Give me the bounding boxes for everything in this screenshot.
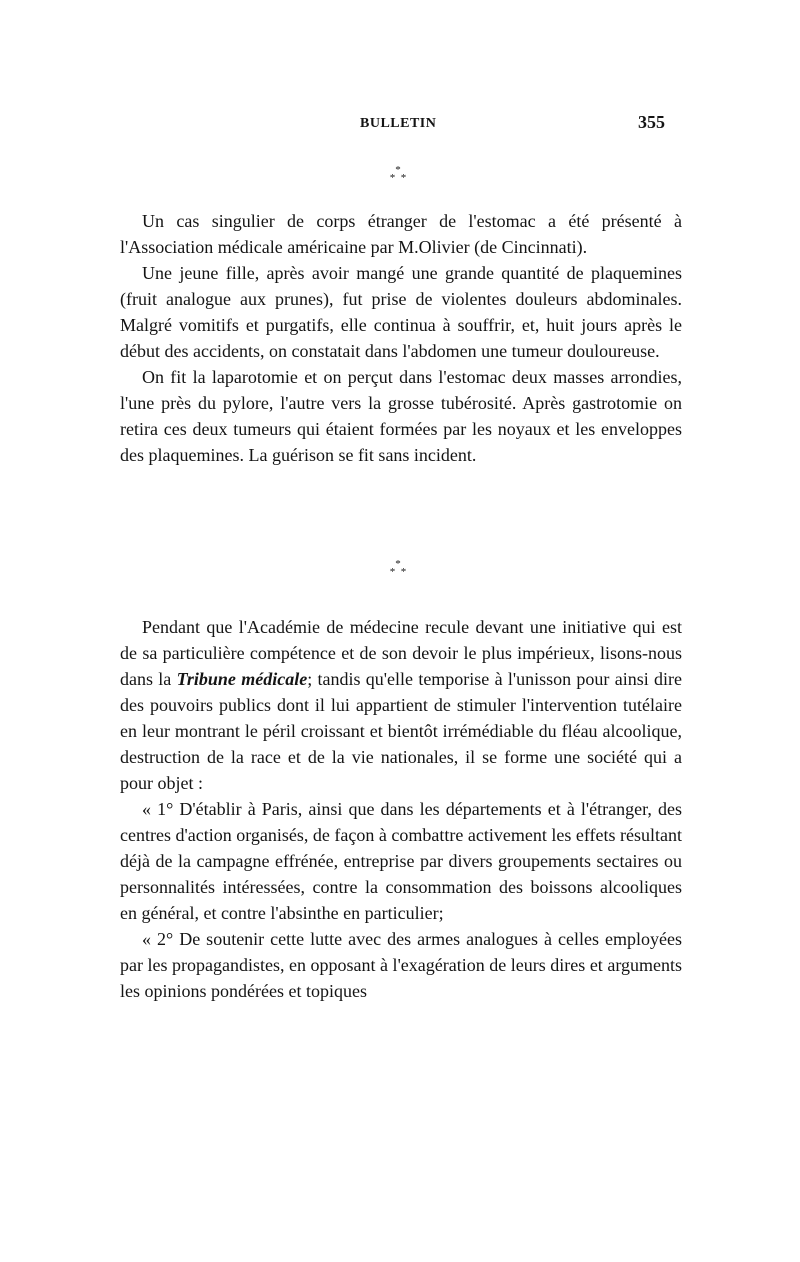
journal-title: Tribune médicale [176, 669, 308, 689]
section-foreign-body [120, 208, 682, 468]
paragraph: On fit la laparotomie et on perçut dans l'estomac deux masses arrondies, l'une près du pylore, l'autre vers la grosse tubérosité. Après gastrotomie on retira ces deux tumeurs qui étaient formées par les noyaux et les enveloppes des plaquemines. La guérison se fit sans incident. [120, 367, 682, 465]
paragraph: Une jeune fille, après avoir mangé une grande quantité de plaquemines (fruit analogue aux prunes), fut prise de violentes douleurs abdominales. Malgré vomitifs et purgatifs, elle continua à souffrir, et, huit jours après le début des accidents, on constatait dans l'abdomen une tumeur douloureuse. [120, 263, 682, 361]
paragraph: « 1° D'établir à Paris, ainsi que dans les départements et à l'étranger, des centres d'action organisés, de façon à combattre activement les effets résultant déjà de la campagne effrénée, entreprise par divers groupements sectaires ou personnalités intéressées, contre la consommation des boissons alcooliques en général, et contre l'absinthe en particulier; [120, 799, 682, 923]
paragraph [120, 614, 682, 796]
asterism-star: * [395, 164, 401, 176]
asterism-star: * [400, 172, 407, 184]
page-number: 355 [638, 112, 665, 132]
running-header: BULLETIN [360, 116, 437, 131]
asterism-star: * [395, 558, 401, 570]
paragraph: « 2° De soutenir cette lutte avec des armes analogues à celles employées par les propagandistes, en opposant à l'exagération de leurs dires et arguments les opinions pondérées et topiques [120, 929, 682, 1001]
paragraph-text: Pendant que l'Académie de médecine recule devant une initiative qui est de sa particulière compétence et de son devoir le plus impérieux, lisons-nous dans la [120, 617, 682, 689]
asterism-ornament [383, 560, 413, 576]
section-alcohol-society [120, 614, 682, 1004]
paragraph: Un cas singulier de corps étranger de l'estomac a été présenté à l'Association médicale américaine par M.Olivier (de Cincinnati). [120, 211, 682, 257]
asterism-star: * [400, 566, 407, 578]
paragraph-text: ; tandis qu'elle temporise à l'unisson pour ainsi dire des pouvoirs publics dont il lui appartient de stimuler l'intervention tutélaire en leur montrant le péril croissant et bientôt irrémédiable du fléau alcoolique, destruction de la race et de la vie nationales, il se forme une société qui a pour objet : [120, 669, 682, 793]
asterism-star: * [389, 172, 396, 184]
asterism-ornament [383, 166, 413, 182]
asterism-star: * [389, 566, 396, 578]
